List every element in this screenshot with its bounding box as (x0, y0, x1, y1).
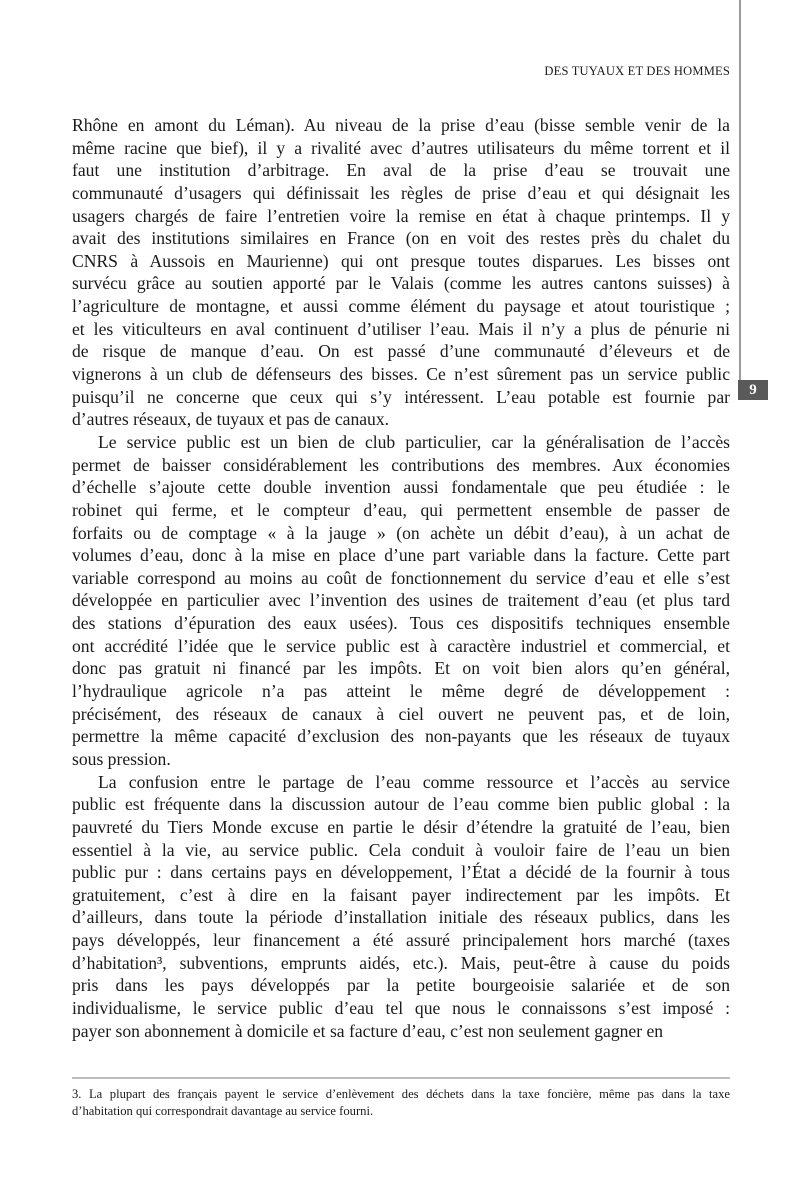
text-line: d’ailleurs, dans toute la période d’installation initiale des réseaux publics, dans les (72, 907, 730, 928)
text-line: de risque de manque d’eau. On est passé d’une communauté d’éleveurs et de (72, 341, 730, 362)
text-line: l’hydraulique agricole n’a pas atteint le même degré de développement : (72, 681, 730, 702)
text-line: même racine que bief), il y a rivalité avec d’autres utilisateurs du même torrent et il (72, 137, 730, 158)
paragraph (72, 114, 730, 431)
text-line: puisqu’il ne concerne que ceux qui s’y intéressent. L’eau potable est fournie par (72, 386, 730, 407)
text-line: sous pression. (72, 748, 171, 769)
text-line: gratuitement, c’est à dire en la faisant payer indirectement par les impôts. Et (72, 884, 730, 905)
text-line: communauté d’usagers qui définissait les règles de prise d’eau et qui désignait les (72, 182, 730, 203)
paragraph (72, 431, 730, 771)
text-line: permet de baisser considérablement les contributions des membres. Aux économies (72, 454, 730, 475)
running-title: DES TUYAUX ET DES HOMMES (544, 64, 730, 78)
text-line: pauvreté du Tiers Monde excuse en partie le désir d’étendre la gratuité de l’eau, bien (72, 816, 730, 837)
text-line: La confusion entre le partage de l’eau comme ressource et l’accès au service (98, 771, 730, 792)
text-line: l’agriculture de montagne, et aussi comme élément du paysage et atout touristique ; (72, 296, 730, 317)
text-line: et les viticulteurs en aval continuent d’utiliser l’eau. Mais il n’y a plus de pénurie ni (72, 318, 730, 339)
text-line: public pur : dans certains pays en développement, l’État a décidé de la fournir à tous (72, 862, 730, 883)
footnote (72, 1086, 730, 1120)
text-line: permettre la même capacité d’exclusion des non-payants que les réseaux de tuyaux (72, 726, 730, 747)
text-line: public est fréquente dans la discussion autour de l’eau comme bien public global : la (72, 794, 730, 815)
text-line: forfaits ou de comptage « à la jauge » (on achète un débit d’eau), à un achat de (72, 522, 730, 543)
footnote-line: 3. La plupart des français payent le service d’enlèvement des déchets dans la taxe foncière, même pas dans la taxe (72, 1087, 730, 1101)
footnote-line: d’habitation qui correspondrait davantage au service fourni. (72, 1104, 374, 1118)
text-line: faut une institution d’arbitrage. En aval de la prise d’eau se trouvait une (72, 160, 730, 181)
text-line: d’autres réseaux, de tuyaux et pas de canaux. (72, 409, 390, 430)
footnote-rule (72, 1077, 730, 1079)
text-line: Rhône en amont du Léman). Au niveau de la prise d’eau (bisse semble venir de la (72, 115, 730, 135)
text-line: pris dans les pays développés par la petite bourgeoisie salariée et de son (72, 975, 730, 996)
text-line: d’habitation³, subventions, emprunts aidés, etc.). Mais, peut-être à cause du poids (72, 952, 730, 973)
margin-rule (739, 0, 741, 380)
text-line: usagers chargés de faire l’entretien voire la remise en état à chaque printemps. Il y (72, 205, 730, 226)
text-line: vignerons à un club de défenseurs des bisses. Ce n’est sûrement pas un service public (72, 364, 730, 385)
text-line: essentiel à la vie, au service public. Cela conduit à vouloir faire de l’eau un bien (72, 839, 730, 860)
paragraph (72, 771, 730, 1043)
text-line: survécu grâce au soutien apporté par le Valais (comme les autres cantons suisses) à (72, 273, 730, 294)
text-line: ont accrédité l’idée que le service public est à caractère industriel et commercial, et (72, 635, 730, 656)
text-line: CNRS à Aussois en Maurienne) qui ont presque toutes disparues. Les bisses ont (72, 250, 730, 271)
text-line: d’échelle s’ajoute cette double invention aussi fondamentale que peu étudiée : le (72, 477, 730, 498)
text-line: précisément, des réseaux de canaux à ciel ouvert ne peuvent pas, et de loin, (72, 703, 730, 724)
text-line: individualisme, le service public d’eau tel que nous le connaissons s’est imposé : (72, 997, 730, 1018)
text-line: donc pas gratuit ni financé par les impôts. Et on voit bien alors qu’en général, (72, 658, 730, 679)
text-line: avait des institutions similaires en France (on en voit des restes près du chalet du (72, 228, 730, 249)
body-text (72, 114, 730, 1042)
text-line: volumes d’eau, donc à la mise en place d’une part variable dans la facture. Cette part (72, 545, 730, 566)
page-number: 9 (738, 380, 768, 400)
text-line: payer son abonnement à domicile et sa facture d’eau, c’est non seulement gagner en (72, 1020, 664, 1041)
text-line: des stations d’épuration des eaux usées). Tous ces dispositifs techniques ensemble (72, 613, 730, 634)
text-line: variable correspond au moins au coût de fonctionnement du service d’eau et elle s’est (72, 567, 730, 588)
text-line: robinet qui ferme, et le compteur d’eau, qui permettent ensemble de passer de (72, 499, 730, 520)
text-line: pays développés, leur financement a été assuré principalement hors marché (taxes (72, 930, 730, 951)
text-line: développée en particulier avec l’invention des usines de traitement d’eau (et plus tard (72, 590, 730, 611)
text-line: Le service public est un bien de club particulier, car la généralisation de l’accès (98, 431, 730, 452)
